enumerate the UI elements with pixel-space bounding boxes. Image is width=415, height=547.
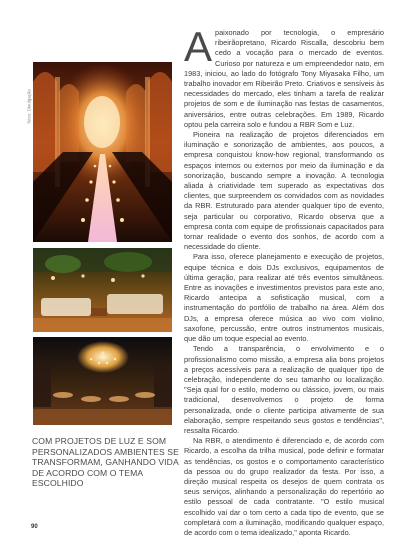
article-paragraph-3: Para isso, oferece planejamento e execução de projetos, equipe técnica e dois DJs exclusivos, equipamentos de última geração, para realizar até três eventos simultâneos. Entre as inovações e investimentos previstos para este ano, Ricardo antecipa a sofisticação musical, com a instrumentação do portfólio de trabalho na área. Além dos DJs, a empresa oferece música ao vivo com violino, saxofone, percussão, entre outros instrumentos musicais, que dão um toque especial ao evento.	[184, 252, 384, 344]
photo-church-interior	[33, 62, 172, 242]
article-paragraph-1	[184, 23, 384, 130]
paragraph-1-text: paixonado por tecnologia, o empresário ribeirãopretano, Ricardo Riscalla, descobriu bem cedo a vocação para o mercado de eventos. Curioso por natureza e um empreendedor nato, em 1983, iniciou, ao lado do fotógrafo Tony Miyasaka Filho, um trabalho inovador em Ribeirão Preto. Criativos e sensíveis às necessidades do mercado, eles tinham a tarefa de realizar projetos de som e de iluminação nas festas de casamentos, aniversários, entre outras celebrações. Em 1989, Ricardo optou pela carreira solo e fundou a RBR Som e Luz.	[184, 28, 384, 129]
page-number: 90	[31, 524, 38, 530]
article-paragraph-4: Tendo a transparência, o envolvimento e o profissionalismo como missão, a empresa alia bons projetos a preços acessíveis para a realização de qualquer tipo de celebração, independente do seu tamanho ou localização. "Seja qual for o estilo, moderno ou clássico, jovem, ou mais tradicional, desenvolvemos o projeto de forma personalizada, onde o cliente participa ativamente de sua elaboração, sempre respeitando seus gostos e tendências", ressalta Ricardo.	[184, 344, 384, 435]
photo-ballroom	[33, 337, 172, 425]
photo-lounge	[33, 248, 172, 332]
photo-credit	[24, 66, 32, 126]
article-paragraph-2: Pioneira na realização de projetos diferenciados em iluminação e sonorização de ambientes, aos poucos, a empresa conquistou know-how regional, transformando os espaços internos ou externos por meio da iluminação e da sonorização, buscando sempre a inovação. A tecnologia aliada à criatividade tem superado as expectativas dos clientes, que surpreendem os convidados com as novidades da RBR. Estruturado para atender qualquer tipo de evento, seja particular ou corporativo, Ricardo observa que a empresa conta com equipe de profissionais capacitados para tornar realidade o evento dos sonhos, de acordo com a necessidade do cliente.	[184, 130, 384, 252]
photo-credit-text: fotos: Divulgação	[26, 88, 32, 124]
drop-cap: A	[184, 23, 213, 70]
article-body	[184, 23, 384, 538]
photo-caption: COM PROJETOS DE LUZ E SOM PERSONALIZADOS AMBIENTES SE TRANSFORMAM, GANHANDO VIDA DE ACORDO COM O TEMA ESCOLHIDO	[32, 436, 179, 489]
lounge-image	[33, 248, 172, 332]
ballroom-image	[33, 337, 172, 425]
article-paragraph-5: Na RBR, o atendimento é diferenciado e, de acordo com Ricardo, a escolha da trilha musical, pode definir e formatar as tendências, os gostos e o comportamento característico da pessoa ou do grupo realizador da festa. Por isso, a direção musical respeita os desejos de quem contrata os seus serviços, alinhando a personalização do repertório ao estilo pessoal de cada contratante. "O estilo musical escolhido vai dar o tom certo a cada tipo de evento, que se completará com a iluminação, modificando qualquer espaço, de acordo com o tema idealizado," aponta Ricardo.	[184, 436, 384, 537]
church-image	[33, 62, 172, 242]
